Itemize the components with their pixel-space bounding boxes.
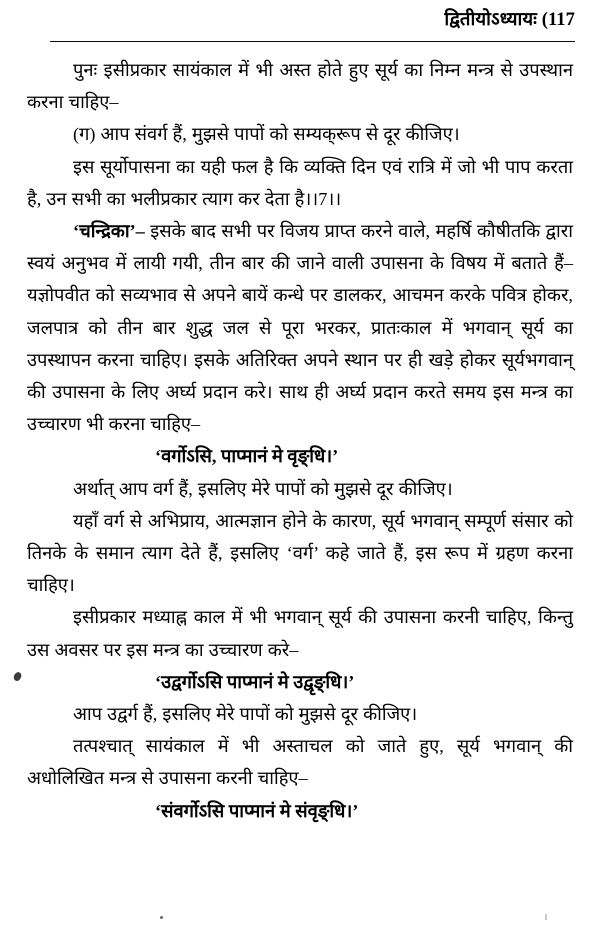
paragraph-6: यहाँ वर्ग से अभिप्राय, आत्मज्ञान होने के कारण, सूर्य भगवान् सम्पूर्ण संसार को तिनके के समान त्याग देते हैं, इसलिए ‘वर्ग’ कहे जाते हैं, इस रूप में ग्रहण करना चाहिए। (27, 510, 573, 596)
mantra-line-3: ‘संवर्गोऽसि पाप्मानं मे संवृङ्धि।’ (155, 800, 359, 821)
chandrika-label: ‘चन्द्रिका’– (73, 221, 145, 242)
scan-speck-lower-left (160, 916, 163, 919)
paragraph-2: (ग) आप संवर्ग हैं, मुझसे पापों को सम्यक्‌रूप से दूर कीजिए। (73, 124, 460, 145)
paragraph-1: पुनः इसीप्रकार सायंकाल में भी अस्त होते हुए सूर्य का निम्न मन्त्र से उपस्थान करना चाहिए– (27, 60, 573, 113)
scan-speck-lower-right (545, 914, 547, 920)
paragraph-9: तत्पश्चात् सायंकाल में भी अस्ताचल को जाते हुए, सूर्य भगवान् की अधोलिखित मन्त्र से उपासना करनी चाहिए– (27, 736, 573, 789)
paragraph-8: आप उद्वर्ग हैं, इसलिए मेरे पापों को मुझसे दूर कीजिए। (73, 704, 418, 725)
page-body (27, 54, 573, 827)
paragraph-4-chandrika (27, 215, 573, 440)
page-header (50, 8, 575, 42)
margin-ink-mark (13, 671, 23, 682)
paragraph-3: इस सूर्योपासना का यही फल है कि व्यक्ति दिन एवं रात्रि में जो भी पाप करता है, उन सभी का भलीप्रकार त्याग कर देता है।।7।। (27, 156, 573, 209)
mantra-line-2: ‘उद्वर्गोऽसि पाप्मानं मे उद्वृङ्धि।’ (155, 671, 355, 692)
paragraph-5: अर्थात् आप वर्ग हैं, इसलिए मेरे पापों को मुझसे दूर कीजिए। (73, 478, 453, 499)
mantra-line-1: ‘वर्गोऽसि, पाप्मानं मे वृङ्धि।’ (155, 446, 339, 467)
chandrika-body-text: इसके बाद सभी पर विजय प्राप्त करने वाले, महर्षि कौषीतकि द्वारा स्वयं अनुभव में लायी गयी, तीन बार की जाने वाली उपासना के विषय में बताते हैं– यज्ञोपवीत को सव्यभाव से अपने बायें कन्धे पर डालकर, आचमन करके पवित्र होकर, जलपात्र को तीन बार शुद्ध जल से पूरा भरकर, प्रातःकाल में भगवान् सूर्य का उपस्थापन करना चाहिए। इसके अतिरिक्त अपने स्थान पर ही खड़े होकर सूर्यभगवान् की उपासना के लिए अर्घ्य प्रदान करे। साथ ही अर्घ्य प्रदान करते समय इस मन्त्र का उच्चारण भी करना चाहिए– (27, 221, 573, 435)
header-divider-rule (50, 41, 575, 42)
paragraph-7: इसीप्रकार मध्याह्न काल में भी भगवान् सूर्य की उपासना करनी चाहिए, किन्तु उस अवसर पर इस मन्त्र का उच्चारण करे– (27, 607, 573, 660)
header-chapter-title: द्वितीयोऽध्यायः (117 (444, 10, 575, 30)
